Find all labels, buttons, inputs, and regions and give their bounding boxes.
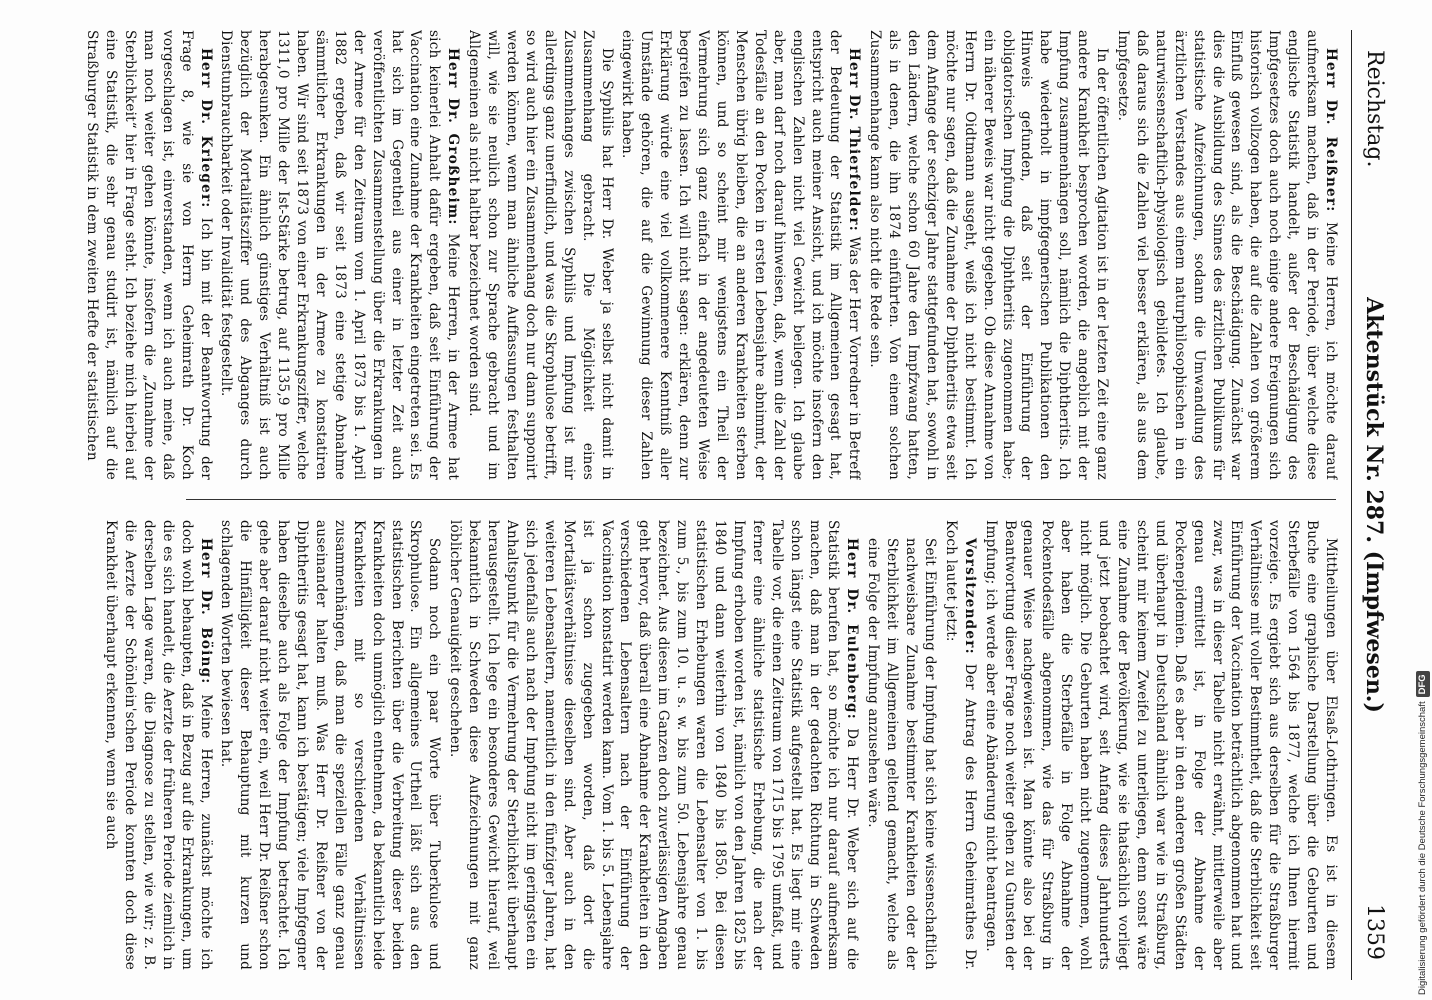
page-number: 1359 xyxy=(1362,904,1387,960)
paragraph-text: Meine Herren, ich möchte darauf aufmerksam machen, daß in der Periode, über welche diese englische Statistik handelt, außer der Beschädigung des Impfgesetzes doch auch noch einige andere Ereignungen sich historisch vollzogen haben, die auf die Zahlen von größerem Einfluß gewesen sind, als die Beschädigung. Zunächst war dies die Ausbildung des Sinnes des ärztlichen Publikums für statistische Aufzeichnungen, sodann die Umwandlung des ärztlichen Verstandes aus einem naturphilosophischen in ein naturwissenschaftlich-physiologisch gebildetes. Ich glaube, daß daraus sich die Zahlen viel besser erklären, als aus dem Impfgesetze. xyxy=(1115,30,1339,480)
paragraph xyxy=(445,520,861,970)
paragraph xyxy=(941,520,979,970)
paragraph-text: Meine Herren, in der Armee hat sich keinerlei Anhalt dafür ergeben, daß seit Einführung der Vaccination eine Zunahme der Krankheiten eingetreten sei. Es hat sich im Gegentheil aus einer in letzter Zeit auch veröffentlichten Zusammenstellung über die Erkrankungen in der Armee für den Zeitraum vom 1. April 1873 bis 1. April 1882 ergeben, daß wir seit 1873 eine stetige Abnahme sämmtlicher Erkrankungen in der Armee zu konstatiren haben. Wir sind seit 1873 von einer Erkrankungsziffer, welche 1311,0 pro Mille der Ist-Stärke betrug, auf 1135,9 pro Mille herabgesunken. Ein ähnlich günstiges Verhältniß ist auch bezüglich der Mortalitätsziffer und des Abganges durch Dienstunbrauchbarkeit oder Invalidität festgestellt. xyxy=(218,30,462,480)
speaker-name: Herr Dr. Reißner: xyxy=(1323,48,1339,213)
paragraph xyxy=(618,30,864,480)
credit-text: Digitalisierung gefördert durch die Deutsche Forschungsgemeinschaft xyxy=(1417,701,1428,995)
speaker-name: Herr Dr. Böing: xyxy=(197,538,214,685)
paragraph xyxy=(217,520,444,970)
header-subject: (Impfwesen.) xyxy=(1361,550,1387,713)
right-text-column xyxy=(60,520,1340,970)
left-text-column xyxy=(60,30,1340,480)
paragraph xyxy=(865,30,1111,480)
speaker-name: Vorsitzender: xyxy=(961,538,978,655)
paragraph-text: Was der Herr Vorredner in Betreff der Bedeutung der Statistik im Allgemeinen gesagt hat, entspricht auch meiner Ansicht, und ich möchte insofern den englischen Zahlen nicht viel Gewicht beilegen. Ich glaube aber, man darf noch darauf hinweisen, daß, wenn die Zahl der Todesfälle an den Pocken in ersten Lebensjahre abnimmt, der Menschen übrig bleiben, die an anderen Krankheiten sterben können, und so scheint mir wenigstens ein Theil der Vermehrung sich ganz einfach in der angedeuteten Weise begreifen zu lassen. Ich will nicht sagen: erklären, denn zur Erklärung würde eine viel vollkommenere Kenntniß aller Umstände gehören, die auf die Gewinnung dieser Zahlen eingewirkt haben. xyxy=(619,30,863,480)
header-left-title: Reichstag. xyxy=(1362,50,1387,168)
speaker-name: Herr Dr. Krieger: xyxy=(197,48,214,209)
paragraph-text: Ich bin mit der Beantwortung der Frage 8, wie sie von Herrn Geheimrath Dr. Koch vorgeschlagen ist, einverstanden, wenn ich auch meine, daß man noch weiter gehen könnte, insofern die „Zunahme der Sterblichkeit“ hier in Frage steht. Ich beziehe mich hierbei auf eine Statistik, die sehr genau studirt ist, nämlich auf die Straßburger Statistik in dem zweiten Hefte der statistischen xyxy=(84,30,214,480)
speaker-name: Herr Dr. Eulenberg: xyxy=(844,538,861,720)
paragraph-text: Der Antrag des Herrn Geheimrathes Dr. Koch lautet jetzt: xyxy=(942,520,978,970)
paragraph xyxy=(464,30,615,480)
speaker-name: Herr Dr. Großheim: xyxy=(445,48,462,226)
paragraph-text: Sodann noch ein paar Worte über Tuberkulose und Skrophulose. Ein allgemeines Urtheil läßt sich aus den statistischen Berichten über die Verbreitung dieser beiden Krankheiten doch unmöglich entnehmen, da bekanntlich beide Krankheiten mit so verschiedenen Verhältnissen zusammenhängen, daß man die speziellen Fälle ganz genau auseinander halten muß. Was Herr Dr. Reißner von der Diphtheritis gesagt hat, kann ich bestätigen; viele Impfgegner haben dieselbe auch als Folge der Impfung betrachtet. Ich gehe aber darauf nicht weiter ein, weil Herr Dr. Reißner schon die Hinfälligkeit dieser Behauptung mit kurzen und schlagenden Worten bewiesen hat. xyxy=(218,520,443,970)
paragraph-text: Da Herr Dr. Weber sich auf die Statistik berufen hat, so möchte ich nur darauf aufmerksam machen, daß man in der gedachten Richtung in Schweden schon längst eine Statistik aufgestellt hat. Es liegt mir eine Tabelle vor, die einen Zeitraum von 1715 bis 1795 umfaßt, und ferner eine ähnliche statistische Erhebung, die nach der Impfung erhoben worden ist, nämlich von den Jahren 1825 bis 1840 und dann weiterhin von 1840 bis 1850. Bei diesen statistischen Erhebungen waren die Lebensalter von 1. bis zum 5., bis zum 10. u. s. w. bis zum 50. Lebensjahre genau bezeichnet. Aus diesen im Ganzen doch zuverlässigen Angaben geht hervor, daß überall eine Abnahme der Krankheiten in den verschiedenen Lebensaltern nach der Einführung der Vaccination konstatirt werden kann. Vom 1. bis 5. Lebensjahre ist ja schon zugegeben worden, daß dort die Mortalitätsverhältnisse dieselben sind. Aber auch in den weiteren Lebensaltern, namentlich in den fünfziger Jahren, hat sich jedenfalls auch nach der Impfung nicht im geringsten ein Anhaltspunkt für die Vermehrung der Sterblichkeit überhaupt herausgestellt. Ich lege ein besonderes Gewicht hierauf, weil bekanntlich in Schweden diese Aufzeichnungen mit ganz löblicher Genauigkeit geschehen. xyxy=(447,520,861,970)
header-document-number: Aktenstück Nr. 287. xyxy=(1361,297,1387,543)
paragraph-text: Mittheilungen über Elsaß-Lothringen. Es ist in diesem Buche eine graphische Darstellung über die Geburten und Sterbefälle von 1564 bis 1877, welche ich Ihnen hiermit vorzeige. Es ergiebt sich aus derselben für die Straßburger Verhältnisse mit voller Bestimmtheit, daß die Sterblichkeit seit Einführung der Vaccination beträchtlich abgenommen hat und zwar, was in dieser Tabelle nicht erwähnt, mittlerweile aber genau ermittelt ist, in Folge der Abnahme der Pockenepidemien. Daß es aber in den anderen großen Städten und überhaupt in Deutschland ähnlich war wie in Straßburg, scheint mir keinem Zweifel zu unterliegen, denn sonst wäre eine Zunahme der Bevölkerung, wie sie thatsächlich vorliegt und jetzt beobachtet wird, seit Anfang dieses Jahrhunderts nicht möglich. Die Geburten haben nicht zugenommen, wohl aber haben die Sterbefälle in Folge Abnahme der Pockentodesfälle abgenommen, wie das für Straßburg in genauer Weise nachgewiesen ist. Man könnte also bei der Beantwortung dieser Frage noch weiter gehen zu Gunsten der Impfung; ich werde aber eine Abänderung nicht beantragen. xyxy=(982,520,1339,970)
credit-line xyxy=(1416,375,1430,995)
paragraph-text: Meine Herren, zunächst möchte ich doch wohl behaupten, daß in Bezug auf die Erkrankungen, um die es sich handelt, die Aerzte der früheren Periode ziemlich in derselben Lage waren, die Diagnose zu stellen, wie wir; z. B. die Aerzte der Schönlein'schen Periode konnten doch diese Krankheit überhaupt erkennen, wenn sie auch xyxy=(103,520,214,970)
paragraph xyxy=(82,30,214,480)
paragraph xyxy=(863,520,939,970)
paragraph xyxy=(101,520,214,970)
column-divider xyxy=(186,499,1336,500)
page-header xyxy=(1351,30,1392,980)
speaker-name: Herr Dr. Thierfelder: xyxy=(846,48,863,232)
paragraph-text: Seit Einführung der Impfung hat sich keine wissenschaftlich nachweisbare Zunahme bestimmter Krankheiten oder der Sterblichkeit im Allgemeinen geltend gemacht, welche als eine Folge der Impfung anzusehen wäre. xyxy=(865,538,938,970)
header-center-title xyxy=(1358,30,1390,980)
paragraph xyxy=(981,520,1340,970)
paragraph xyxy=(217,30,463,480)
paragraph-text: Die Syphilis hat Herr Dr. Weber ja selbst nicht damit in Zusammenhang gebracht. Die Möglichkeit eines Zusammenhanges zwischen Syphilis und Impfung ist mir allerdings ganz unerfindlich, und was die Skrophulose betrifft, so wird auch hier ein Zusammenhang doch nur dann supponirt werden können, wenn man ähnliche Auffassungen festhalten will, wie sie neulich schon zur Sprache gebracht und im Allgemeinen als nicht haltbar bezeichnet worden sind. xyxy=(466,30,615,480)
dfg-logo: DFG xyxy=(1416,671,1430,697)
paragraph-text: In der öffentlichen Agitation ist in der letzten Zeit eine ganz andere Krankheit besprochen worden, die angeblich mit der Impfung zusammenhängen soll, nämlich die Diphtheritis. Ich habe wiederholt in impfgegnerischen Publikationen den Hinweis gefunden, daß seit der Einführung der obligatorischen Impfung die Diphtheritis zugenommen habe; ein näherer Beweis war nicht gegeben. Ob diese Annahme von Herrn Dr. Oidtmann ausgeht, weiß ich nicht bestimmt. Ich möchte nur sagen, daß die Zunahme der Diphtheritis etwa seit dem Anfange der sechziger Jahre stattgefunden hat, sowohl in den Ländern, welche schon 60 Jahre den Impfzwang hatten, als in denen, die ihn 1874 einführten. Von einem solchen Zusammenhange kann also nicht die Rede sein. xyxy=(867,30,1111,480)
paragraph xyxy=(1113,30,1340,480)
